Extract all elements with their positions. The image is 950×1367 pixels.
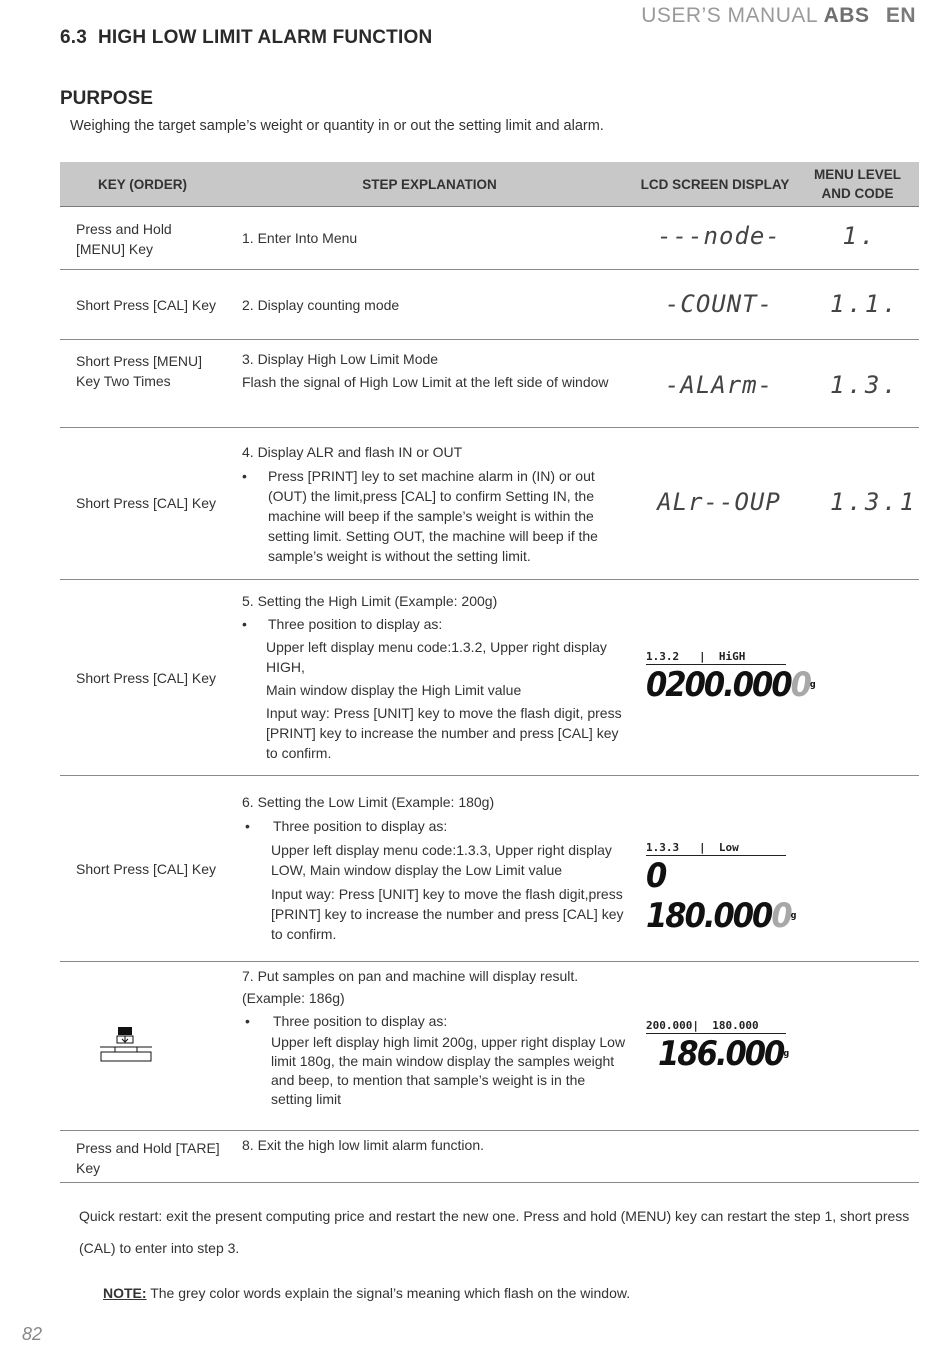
lcd-display <box>646 841 797 936</box>
purpose-text: Weighing the target sample’s weight or quantity in or out the setting limit and alarm. <box>70 118 604 134</box>
lcd-display: ALr--OUP <box>657 488 781 516</box>
lcd-top-line: 1.3.3 | Low <box>646 841 786 856</box>
bullet-dot: • <box>245 1013 250 1029</box>
lcd-flash-digit: 0 <box>790 665 810 705</box>
purpose-title: PURPOSE <box>60 88 153 109</box>
header-menu-line2: AND CODE <box>821 186 894 201</box>
header-menu <box>805 162 910 206</box>
section-title <box>60 27 432 49</box>
quick-restart-note: Quick restart: exit the present computing price and restart the new one. Press and hold (MENU) key can restart the step 1, short press (CAL) to enter into step 3. <box>79 1208 910 1256</box>
table-row <box>60 1131 919 1183</box>
bullet-item <box>242 1011 627 1031</box>
lcd-top-line: 1.3.2 | HiGH <box>646 650 786 665</box>
lcd-display: -COUNT- <box>664 290 774 318</box>
row-step <box>242 349 632 392</box>
lcd-flash-digit: 0 <box>771 896 791 936</box>
step-title: 3. Display High Low Limit Mode <box>242 351 439 367</box>
step-title: 6. Setting the Low Limit (Example: 180g) <box>242 794 495 810</box>
note <box>103 1285 630 1301</box>
row-key: Short Press [CAL] Key <box>76 495 217 511</box>
row-key: Press and Hold [TARE] Key <box>76 1140 220 1176</box>
header-key: KEY (ORDER) <box>97 176 187 192</box>
table-row <box>60 428 919 580</box>
bullet-text: Three position to display as: <box>273 1013 448 1029</box>
row-step <box>242 591 627 763</box>
bullet-item <box>242 466 627 566</box>
lcd-display <box>646 1019 790 1074</box>
page-number: 82 <box>22 1324 43 1344</box>
lcd-unit: g <box>809 680 816 690</box>
manual-header <box>641 4 916 28</box>
note-text: The grey color words explain the signal’s meaning which flash on the window. <box>150 1285 631 1301</box>
bullet-text: Three position to display as: <box>273 818 448 834</box>
row-step <box>242 792 627 944</box>
lcd-top-line: 200.000| 180.000 <box>646 1019 786 1034</box>
sub-text: Input way: Press [UNIT] key to move the flash digit,press [PRINT] key to increase the number and press [CAL] key to confirm. <box>271 886 624 942</box>
section-heading: HIGH LOW LIMIT ALARM FUNCTION <box>97 27 433 48</box>
row-step <box>242 442 627 566</box>
bullet-item <box>242 816 627 836</box>
table-row <box>60 270 919 340</box>
table-row <box>60 776 919 962</box>
row-key: Short Press [CAL] Key <box>76 670 217 686</box>
lcd-main-digits: 0200.000 <box>646 665 791 705</box>
model-name: ABS <box>823 4 870 27</box>
sub-text: Upper left display menu code:1.3.3, Upper right display LOW, Main window display the Low Limit value <box>271 842 612 878</box>
sub-text: Main window display the High Limit value <box>266 682 522 698</box>
lcd-unit: g <box>783 1049 790 1059</box>
table-row <box>60 207 919 270</box>
row-key: Short Press [CAL] Key <box>76 861 217 877</box>
row-step: 1. Enter Into Menu <box>242 230 358 246</box>
lcd-unit: g <box>790 911 797 921</box>
row-key: Press and Hold [MENU] Key <box>76 221 172 257</box>
note-label: NOTE: <box>103 1285 147 1301</box>
bullet-text: Press [PRINT] ley to set machine alarm in (IN) or out (OUT) the limit,press [CAL] to confirm Setting IN, the machine will beep if the sample’s weight is within the setting limit. Setting OUT, the machine will beep if the sample’s weight is without the setting limit. <box>268 468 598 564</box>
lcd-main-value <box>646 665 816 705</box>
header-lcd: LCD SCREEN DISPLAY <box>640 176 790 192</box>
step-title: 5. Setting the High Limit (Example: 200g) <box>242 593 498 609</box>
menu-code: 1.3.1 <box>830 488 918 516</box>
menu-code: 1.3. <box>830 371 900 399</box>
header-menu-line1: MENU LEVEL <box>813 167 901 182</box>
lcd-main-value <box>646 1034 790 1074</box>
bullet-item <box>242 614 627 634</box>
sub-text: Input way: Press [UNIT] key to move the flash digit, press [PRINT] key to increase the number and press [CAL] key to confirm. <box>266 705 622 761</box>
step-title: 7. Put samples on pan and machine will display result. (Example: 186g) <box>242 968 579 1006</box>
lcd-display <box>646 650 816 705</box>
row-key: Short Press [CAL] Key <box>76 297 217 313</box>
table-row <box>60 340 919 428</box>
lcd-main-digits: 0 180.000 <box>646 856 772 936</box>
bullet-text: Three position to display as: <box>268 616 443 632</box>
bullet-dot: • <box>242 468 247 484</box>
menu-code: 1.1. <box>830 290 900 318</box>
table-row <box>60 962 919 1131</box>
row-key: Short Press [MENU] Key Two Times <box>76 353 203 389</box>
sub-text: Upper left display high limit 200g, upper right display Low limit 180g, the main window display the samples weight and beep, to mention that sample’s weight is in the setting limit <box>271 1034 626 1107</box>
scale-pan-icon <box>100 1024 152 1066</box>
header-step: STEP EXPLANATION <box>362 176 497 192</box>
row-step: 2. Display counting mode <box>242 297 400 313</box>
bullet-dot: • <box>245 818 250 834</box>
lcd-main-value <box>646 856 797 936</box>
menu-code: 1. <box>842 222 878 250</box>
table-header <box>60 162 919 207</box>
row-step <box>242 965 627 1109</box>
step-detail: Flash the signal of High Low Limit at the left side of window <box>242 374 609 390</box>
section-number: 6.3 <box>60 27 88 48</box>
step-title: 4. Display ALR and flash IN or OUT <box>242 444 463 460</box>
lcd-display: -ALArm- <box>664 371 774 399</box>
manual-label: USER’S MANUAL <box>641 4 818 27</box>
language-code: EN <box>885 4 916 27</box>
table-row <box>60 580 919 776</box>
row-step: 8. Exit the high low limit alarm function. <box>242 1137 484 1153</box>
bullet-dot: • <box>242 616 247 632</box>
lcd-main-digits: 186.000 <box>658 1034 784 1074</box>
lcd-display: ---node- <box>657 222 781 250</box>
sub-text: Upper left display menu code:1.3.2, Upper right display HIGH, <box>266 639 607 675</box>
